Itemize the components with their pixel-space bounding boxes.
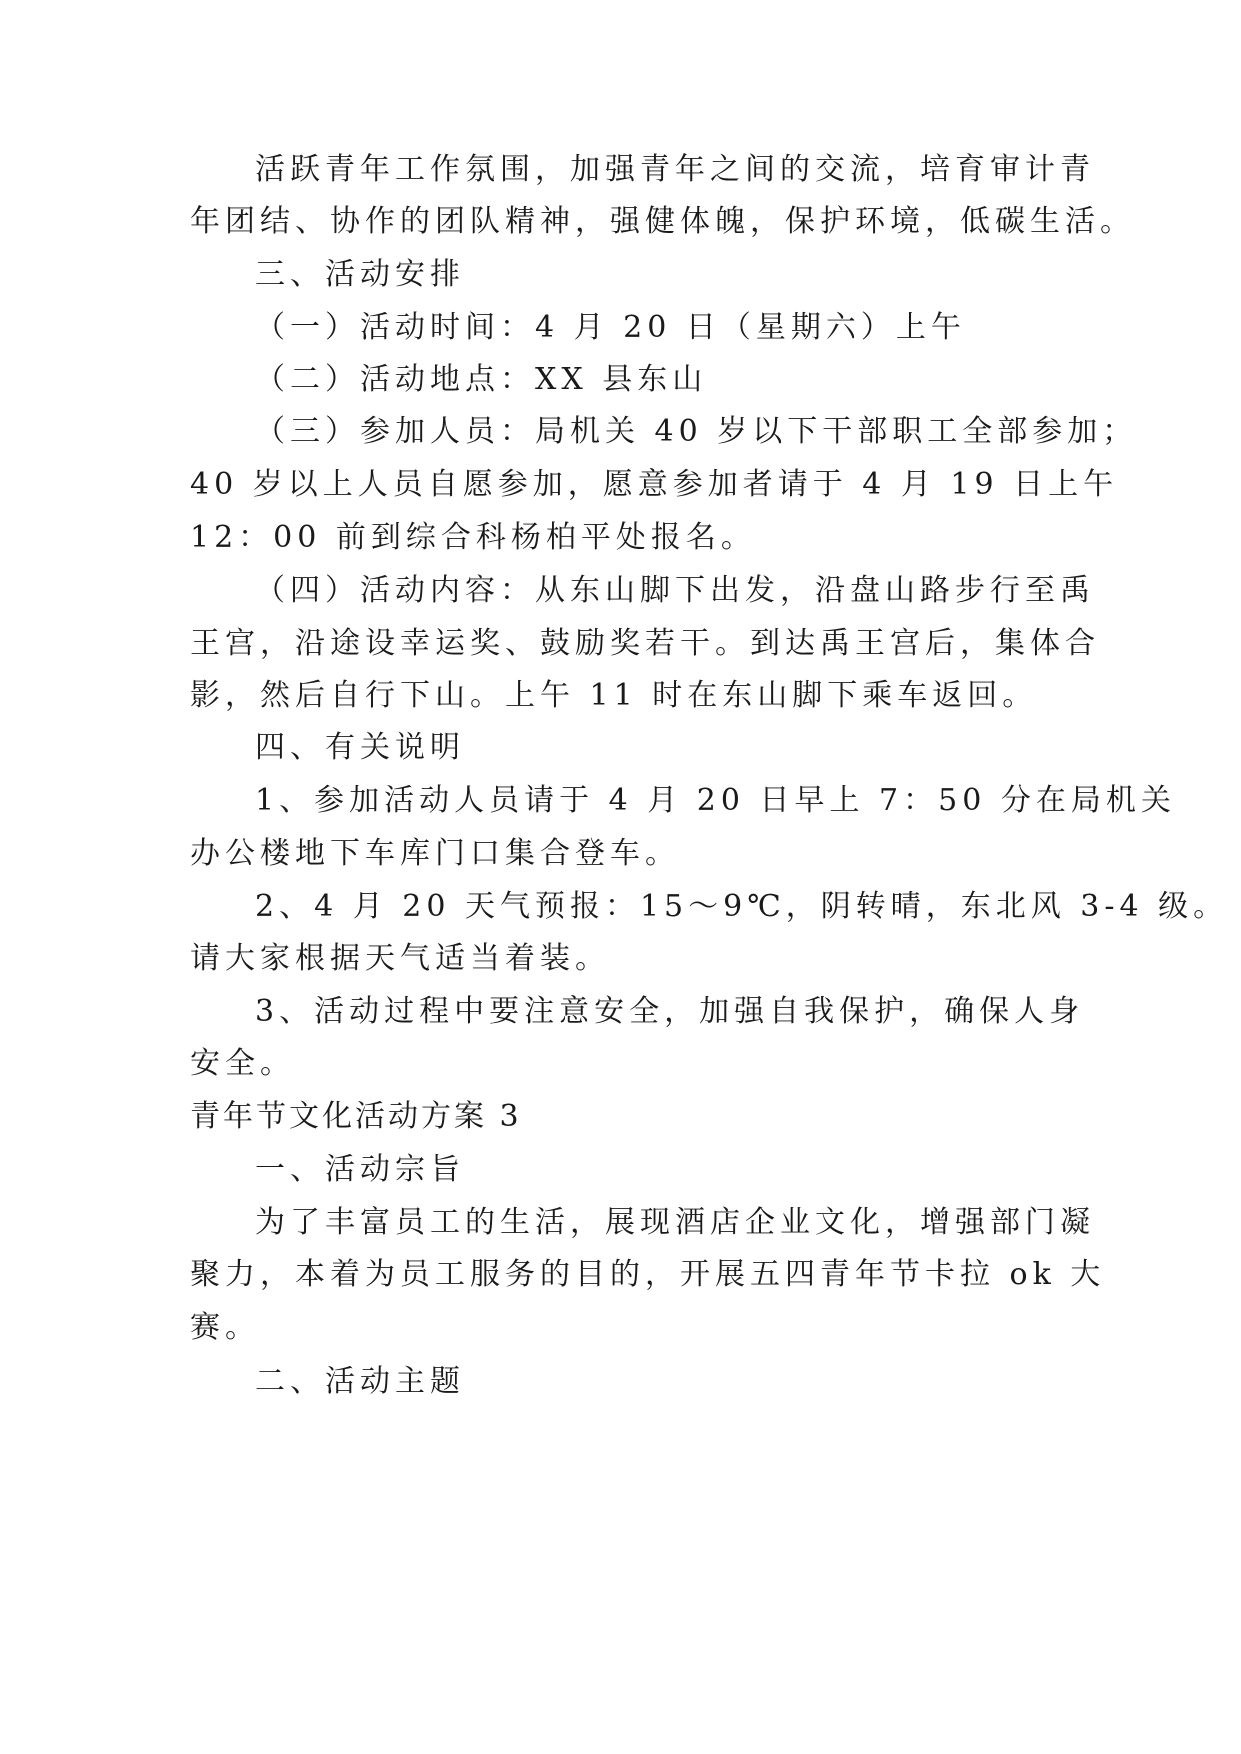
paragraph-line: （二）活动地点：XX 县东山: [255, 362, 708, 397]
section-heading: 一、活动宗旨: [255, 1152, 465, 1187]
section-heading: 二、活动主题: [255, 1364, 465, 1399]
paragraph-line: 赛。: [190, 1310, 260, 1345]
document-title: 青年节文化活动方案 3: [190, 1099, 522, 1134]
paragraph-line: 王宫，沿途设幸运奖、鼓励奖若干。到达禹王宫后，集体合: [190, 626, 1100, 661]
paragraph-line: 40 岁以上人员自愿参加，愿意参加者请于 4 月 19 日上午: [190, 467, 1119, 502]
paragraph-line: 请大家根据天气适当着装。: [190, 941, 610, 976]
paragraph-line: （三）参加人员：局机关 40 岁以下干部职工全部参加；: [255, 414, 1138, 449]
paragraph-line: 2、4 月 20 天气预报：15～9℃，阴转晴，东北风 3-4 级。: [255, 889, 1229, 924]
paragraph-line: （一）活动时间：4 月 20 日（星期六）上午: [255, 310, 966, 345]
paragraph-line: 聚力，本着为员工服务的目的，开展五四青年节卡拉 ok 大: [190, 1257, 1106, 1292]
paragraph-line: （四）活动内容：从东山脚下出发，沿盘山路步行至禹: [255, 573, 1095, 608]
paragraph-line: 影，然后自行下山。上午 11 时在东山脚下乘车返回。: [190, 678, 1038, 713]
paragraph-line: 12：00 前到综合科杨柏平处报名。: [190, 520, 756, 555]
section-heading: 四、有关说明: [255, 730, 465, 765]
section-heading: 三、活动安排: [255, 257, 465, 292]
paragraph-line: 1、参加活动人员请于 4 月 20 日早上 7：50 分在局机关: [255, 783, 1176, 818]
paragraph-line: 为了丰富员工的生活，展现酒店企业文化，增强部门凝: [255, 1205, 1095, 1240]
paragraph-line: 年团结、协作的团队精神，强健体魄，保护环境，低碳生活。: [190, 204, 1135, 239]
paragraph-line: 办公楼地下车库门口集合登车。: [190, 836, 680, 871]
paragraph-line: 3、活动过程中要注意安全，加强自我保护，确保人身: [255, 994, 1085, 1029]
paragraph-line: 安全。: [190, 1046, 295, 1081]
paragraph-line: 活跃青年工作氛围，加强青年之间的交流，培育审计青: [255, 152, 1095, 187]
